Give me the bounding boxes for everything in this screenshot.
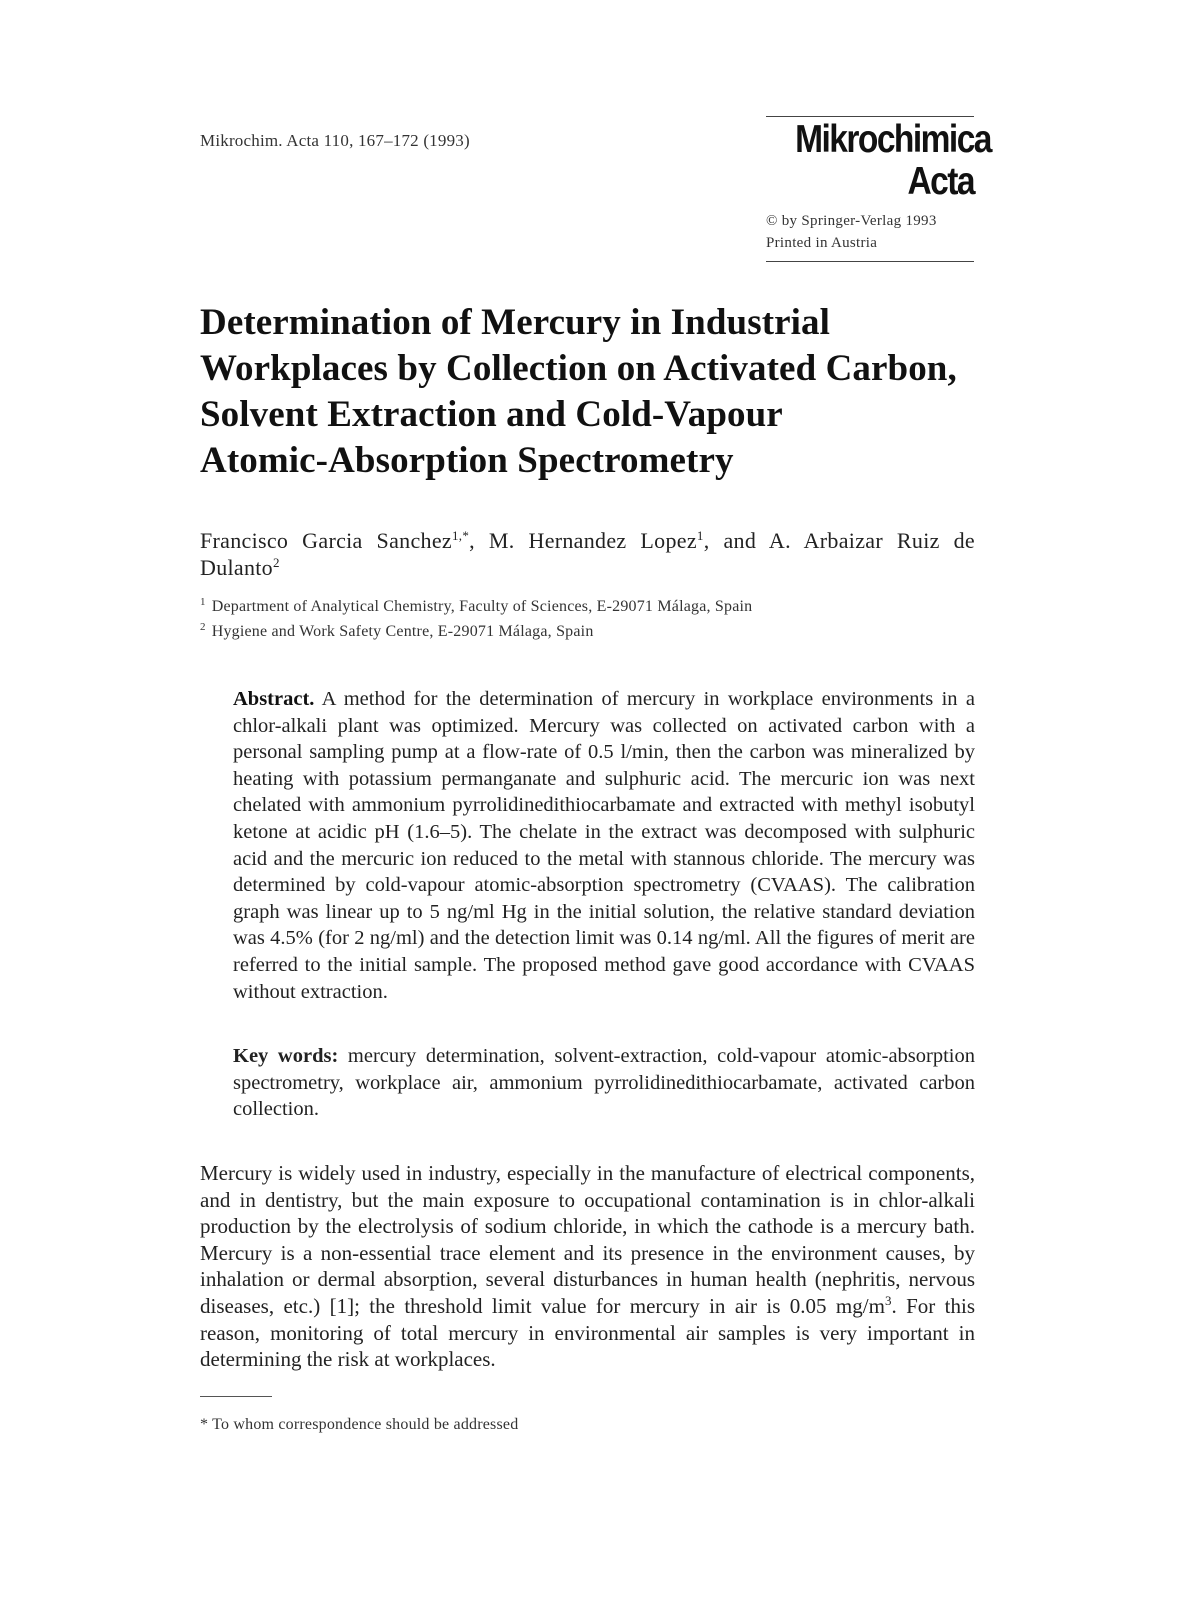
footnote: * To whom correspondence should be addressed — [200, 1416, 519, 1433]
author-list — [200, 527, 975, 581]
journal-logo-line1: Mikrochimica — [795, 118, 991, 161]
affiliation — [200, 623, 594, 641]
title-line: Determination of Mercury in Industrial — [200, 302, 830, 343]
affiliation-mark: 1 — [200, 596, 206, 608]
journal-rule-bottom — [766, 261, 974, 262]
author-separator: , — [469, 528, 489, 553]
printed-line: Printed in Austria — [766, 235, 878, 251]
footnote-rule — [200, 1396, 272, 1397]
author-name: A. Arbaizar Ruiz de Dulanto — [200, 528, 975, 580]
title-line: Atomic-Absorption Spectrometry — [200, 440, 734, 481]
title-line: Workplaces by Collection on Activated Carbon, — [200, 348, 957, 389]
unit-superscript: 3 — [884, 1292, 892, 1308]
author-name: M. Hernandez Lopez — [488, 528, 697, 553]
author-separator: , and — [703, 528, 769, 553]
journal-logo-line2: Acta — [907, 160, 974, 203]
keywords-text: mercury determination, solvent-extraction, cold-vapour atomic-absorption spectrometry, workplace air, ammonium pyrrolidinedithiocarbamate, activated carbon collection. — [233, 1045, 975, 1121]
author-affiliation-mark: 2 — [272, 555, 280, 570]
affiliation — [200, 598, 752, 616]
title-line: Solvent Extraction and Cold-Vapour — [200, 394, 783, 435]
journal-rule-top — [766, 116, 974, 117]
abstract-label: Abstract. — [233, 688, 315, 710]
affiliation-text: Hygiene and Work Safety Centre, E-29071 Málaga, Spain — [211, 623, 594, 640]
journal-citation: Mikrochim. Acta 110, 167–172 (1993) — [200, 131, 470, 150]
body-paragraph — [200, 1160, 975, 1373]
body-text: Mercury is widely used in industry, especially in the manufacture of electrical components, and in dentistry, but the main exposure to occupational contamination is in chlor-alkali production by the electrolysis of sodium chloride, in which the cathode is a mercury bath. Mercury is a non-essential trace element and its presence in the environment causes, by inhalation or dermal absorption, several disturbances in human health (nephritis, nervous diseases, etc.) [1]; the threshold limit value for mercury in air is 0.05 mg/m — [200, 1161, 975, 1318]
copyright-block — [766, 210, 937, 254]
author-affiliation-mark: 1 — [696, 528, 704, 543]
abstract — [233, 686, 975, 1005]
affiliation-mark: 2 — [200, 621, 206, 633]
copyright-line: © by Springer-Verlag 1993 — [766, 213, 937, 229]
keywords-label: Key words: — [233, 1045, 339, 1067]
paper-title — [200, 300, 980, 484]
affiliation-text: Department of Analytical Chemistry, Faculty of Sciences, E-29071 Málaga, Spain — [211, 598, 753, 615]
abstract-text: A method for the determination of mercury in workplace environments in a chlor-alkali plant was optimized. Mercury was collected on activated carbon with a personal sampling pump at a flow-rate of 0.5 l/min, then the carbon was mineralized by heating with potassium permanganate and sulphuric acid. The mercuric ion was next chelated with ammonium pyrrolidinedithiocarbamate and extracted with methyl isobutyl ketone at acidic pH (1.6–5). The chelate in the extract was decomposed with sulphuric acid and the mercuric ion reduced to the metal with stannous chloride. The mercury was determined by cold-vapour atomic-absorption spectrometry (CVAAS). The calibration graph was linear up to 5 ng/ml Hg in the initial solution, the relative standard deviation was 4.5% (for 2 ng/ml) and the detection limit was 0.14 ng/ml. All the figures of merit are referred to the initial sample. The proposed method gave good accordance with CVAAS without extraction. — [233, 688, 975, 1003]
author-affiliation-mark: 1,* — [451, 528, 470, 543]
keywords — [233, 1043, 975, 1123]
author-name: Francisco Garcia Sanchez — [200, 528, 452, 553]
journal-logo — [795, 118, 991, 203]
body-text: . For this reason, monitoring of total mercury in environmental air samples is very important in determining the risk at workplaces. — [200, 1293, 975, 1372]
